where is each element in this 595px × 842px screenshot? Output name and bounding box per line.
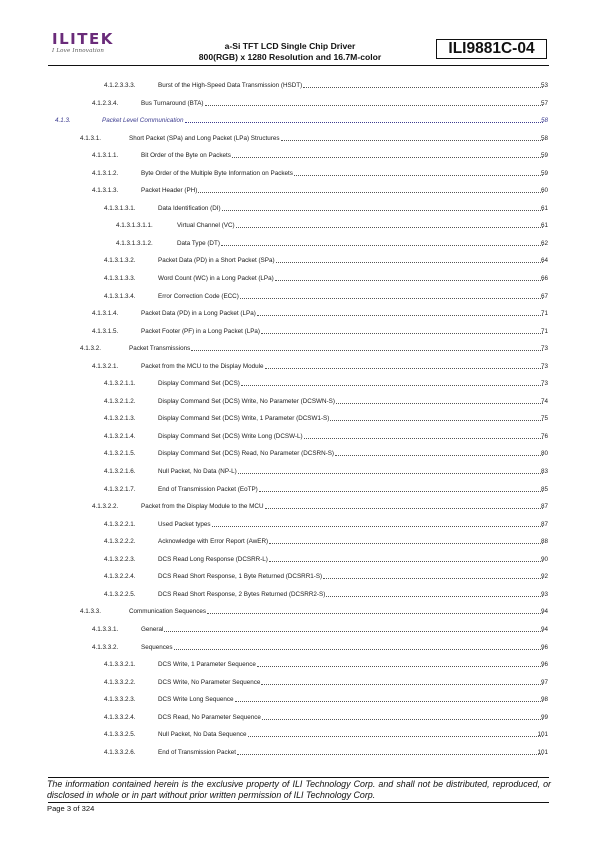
toc-entry-title: Acknowledge with Error Report (AwER) — [158, 538, 269, 546]
toc-entry-number: 4.1.3.2.2.5. — [104, 590, 136, 598]
toc-dot-leader — [276, 262, 543, 263]
toc-entry-page: 59 — [540, 152, 548, 160]
toc-entry-page: 87 — [540, 503, 548, 511]
toc-dot-leader — [205, 105, 543, 106]
toc-dot-leader — [304, 438, 543, 439]
toc-entry-title: General — [141, 625, 164, 633]
toc-entry-title: Display Command Set (DCS) — [158, 380, 240, 388]
toc-dot-leader — [269, 543, 543, 544]
toc-entry-title: Bus Turnaround (BTA) — [141, 99, 204, 107]
logo-tagline: I Love Innovation — [52, 48, 105, 54]
toc-entry-number: 4.1.3.2.2.3. — [104, 555, 136, 563]
toc-entry[interactable] — [0, 358, 595, 376]
toc-entry-number: 4.1.3.2.1.5. — [104, 450, 136, 458]
toc-entry[interactable] — [0, 95, 595, 113]
toc-entry[interactable] — [0, 481, 595, 499]
toc-entry-number: 4.1.3.2.2.2. — [104, 538, 136, 546]
toc-entry-number: 4.1.3.3.2.1. — [104, 661, 136, 669]
toc-entry-page: 85 — [540, 485, 548, 493]
toc-entry-page: 67 — [540, 292, 548, 300]
toc-entry-page: 97 — [540, 678, 548, 686]
toc-entry[interactable] — [0, 375, 595, 393]
toc-entry-number: 4.1.2.3.3.3. — [104, 82, 136, 89]
toc-entry[interactable] — [0, 498, 595, 516]
toc-dot-leader — [259, 491, 543, 492]
toc-entry-title: Short Packet (SPa) and Long Packet (LPa) Structures — [129, 134, 280, 142]
toc-entry[interactable] — [0, 445, 595, 463]
toc-entry-title: DCS Read Short Response, 1 Byte Returned (DCSRR1-S) — [158, 573, 323, 581]
toc-entry-title: DCS Write Long Sequence — [158, 696, 234, 704]
toc-entry-number: 4.1.3.1.3.4. — [104, 292, 136, 300]
toc-entry[interactable] — [0, 217, 595, 235]
toc-dot-leader — [261, 684, 543, 685]
toc-dot-leader — [191, 350, 543, 351]
toc-entry[interactable] — [0, 603, 595, 621]
toc-dot-leader — [240, 298, 543, 299]
toc-entry-page: 75 — [540, 415, 548, 423]
toc-entry-page: 57 — [540, 99, 548, 107]
toc-entry-title: DCS Write, 1 Parameter Sequence — [158, 661, 256, 669]
company-logo — [52, 32, 114, 54]
toc-entry-page: 92 — [540, 573, 548, 581]
toc-dot-leader — [257, 666, 543, 667]
toc-entry-page: 87 — [540, 520, 548, 528]
toc-entry-number: 4.1.3.2.1.2. — [104, 397, 136, 405]
table-of-contents — [0, 77, 595, 761]
document-title — [150, 41, 430, 62]
toc-dot-leader — [235, 701, 543, 702]
page-header — [0, 0, 595, 68]
toc-entry-title: DCS Read, No Parameter Sequence — [158, 713, 261, 721]
toc-dot-leader — [212, 526, 543, 527]
toc-entry-page: 62 — [540, 239, 548, 247]
toc-entry[interactable] — [0, 674, 595, 692]
toc-entry[interactable] — [0, 639, 595, 657]
toc-entry-title: Packet Level Communication — [102, 117, 184, 125]
toc-entry-page: 59 — [540, 169, 548, 177]
toc-entry-title: Bit Order of the Byte on Packets — [141, 152, 231, 160]
toc-dot-leader — [164, 631, 543, 632]
toc-dot-leader — [238, 473, 543, 474]
toc-entry-title: Communication Sequences — [129, 608, 207, 616]
footer-divider-bottom — [48, 802, 549, 803]
toc-entry-page: 60 — [540, 187, 548, 195]
toc-entry-number: 4.1.3.2.2. — [92, 503, 119, 511]
toc-entry-page: 58 — [540, 117, 548, 125]
toc-entry-number: 4.1.3.3. — [80, 608, 102, 616]
toc-entry-title: Display Command Set (DCS) Write Long (DCSW-L) — [158, 432, 303, 440]
page-number: Page 3 of 324 — [47, 804, 95, 813]
toc-entry-number: 4.1.3.3.2.3. — [104, 696, 136, 704]
toc-entry-title: Packet from the Display Module to the MCU — [141, 503, 264, 511]
toc-entry-page: 98 — [540, 696, 548, 704]
toc-dot-leader — [207, 613, 543, 614]
toc-entry-page: 101 — [537, 748, 548, 756]
toc-entry-number: 4.1.3. — [55, 117, 71, 125]
toc-entry-page: 96 — [540, 643, 548, 651]
logo-wordmark: ILITEK — [52, 30, 114, 48]
toc-dot-leader — [222, 210, 543, 211]
toc-entry-title: DCS Read Short Response, 2 Bytes Returned (DCSRR2-S) — [158, 590, 326, 598]
toc-entry-title: DCS Write, No Parameter Sequence — [158, 678, 261, 686]
toc-entry-title: DCS Read Long Response (DCSRR-L) — [158, 555, 268, 563]
toc-entry-title: Display Command Set (DCS) Read, No Parameter (DCSRN-S) — [158, 450, 335, 458]
toc-entry-page: 61 — [540, 222, 548, 230]
toc-entry-title: Data Type (DT) — [177, 239, 220, 247]
toc-entry-title: Used Packet types — [158, 520, 211, 528]
toc-entry-number: 4.1.3.3.1. — [92, 625, 119, 633]
toc-entry[interactable] — [0, 586, 595, 604]
toc-entry-title: Packet Footer (PF) in a Long Packet (LPa) — [141, 327, 260, 335]
toc-entry[interactable] — [0, 323, 595, 341]
toc-entry-title: Byte Order of the Multiple Byte Information on Packets — [141, 169, 293, 177]
toc-dot-leader — [336, 403, 543, 404]
toc-entry[interactable] — [0, 305, 595, 323]
toc-entry-title: Error Correction Code (ECC) — [158, 292, 239, 300]
toc-dot-leader — [241, 385, 543, 386]
toc-entry-page: 71 — [540, 327, 548, 335]
toc-entry-title: Packet Data (PD) in a Short Packet (SPa) — [158, 257, 275, 265]
toc-entry-title: Display Command Set (DCS) Write, No Parameter (DCSWN-S) — [158, 397, 335, 405]
toc-entry[interactable] — [0, 235, 595, 253]
toc-entry[interactable] — [0, 551, 595, 569]
toc-entry[interactable] — [0, 200, 595, 218]
toc-dot-leader — [323, 578, 543, 579]
toc-dot-leader — [248, 736, 543, 737]
toc-entry-page: 64 — [540, 257, 548, 265]
toc-entry-page: 94 — [540, 608, 548, 616]
toc-dot-leader — [326, 596, 543, 597]
toc-entry-number: 4.1.3.2.2.4. — [104, 573, 136, 581]
toc-entry[interactable] — [0, 410, 595, 428]
toc-entry-title: Packet Header (PH) — [141, 187, 198, 195]
footer-divider-top — [48, 777, 549, 778]
toc-entry[interactable] — [0, 709, 595, 727]
toc-entry-page: 88 — [540, 538, 548, 546]
toc-entry-page: 99 — [540, 713, 548, 721]
toc-entry-title: Data Identification (DI) — [158, 204, 221, 212]
toc-entry-number: 4.1.3.1. — [80, 134, 102, 142]
toc-entry[interactable] — [0, 726, 595, 744]
toc-entry-number: 4.1.3.1.3.1.1. — [116, 222, 153, 230]
toc-entry[interactable] — [0, 393, 595, 411]
toc-entry-number: 4.1.3.1.3. — [92, 187, 119, 195]
toc-entry-title: End of Transmission Packet — [158, 748, 237, 756]
toc-dot-leader — [236, 227, 543, 228]
toc-entry-number: 4.1.3.3.2.4. — [104, 713, 136, 721]
toc-entry-number: 4.1.3.2.1.1. — [104, 380, 136, 388]
toc-dot-leader — [265, 508, 543, 509]
toc-entry-page: 66 — [540, 275, 548, 283]
toc-dot-leader — [294, 175, 543, 176]
toc-entry-title: Null Packet, No Data (NP-L) — [158, 468, 237, 476]
toc-dot-leader — [237, 754, 543, 755]
toc-entry[interactable] — [0, 568, 595, 586]
toc-entry-title: Virtual Channel (VC) — [177, 222, 235, 230]
toc-entry-number: 4.1.3.3.2.2. — [104, 678, 136, 686]
toc-entry-title: Display Command Set (DCS) Write, 1 Parameter (DCSW1-S) — [158, 415, 330, 423]
toc-dot-leader — [261, 333, 543, 334]
toc-entry-page: 61 — [540, 204, 548, 212]
toc-entry-title: Packet from the MCU to the Display Module — [141, 362, 264, 370]
toc-entry-number: 4.1.3.1.2. — [92, 169, 119, 177]
toc-entry-number: 4.1.3.1.3.1.2. — [116, 239, 153, 247]
toc-entry-title: Packet Transmissions — [129, 345, 191, 353]
toc-dot-leader — [257, 315, 543, 316]
toc-entry-number: 4.1.3.2.1.4. — [104, 432, 136, 440]
toc-entry[interactable] — [0, 288, 595, 306]
toc-entry-title: Null Packet, No Data Sequence — [158, 731, 247, 739]
toc-dot-leader — [262, 719, 543, 720]
toc-entry-page: 73 — [540, 380, 548, 388]
toc-entry-page: 94 — [540, 625, 548, 633]
toc-entry[interactable] — [0, 182, 595, 200]
toc-entry-number: 4.1.3.1.5. — [92, 327, 119, 335]
toc-entry[interactable] — [0, 165, 595, 183]
toc-dot-leader — [335, 455, 543, 456]
toc-entry[interactable] — [0, 112, 595, 130]
toc-dot-leader — [269, 561, 543, 562]
toc-entry[interactable] — [0, 621, 595, 639]
toc-dot-leader — [265, 368, 543, 369]
toc-dot-leader — [330, 420, 543, 421]
toc-dot-leader — [232, 157, 543, 158]
toc-entry-page: 90 — [540, 555, 548, 563]
toc-entry-page: 53 — [540, 82, 548, 89]
toc-entry-number: 4.1.3.1.3.1. — [104, 204, 136, 212]
toc-entry[interactable] — [0, 516, 595, 534]
toc-entry[interactable] — [0, 340, 595, 358]
toc-dot-leader — [185, 122, 543, 123]
toc-entry-title: Word Count (WC) in a Long Packet (LPa) — [158, 275, 274, 283]
toc-dot-leader — [198, 192, 543, 193]
toc-entry-number: 4.1.3.3.2.6. — [104, 748, 136, 756]
toc-entry[interactable] — [0, 252, 595, 270]
toc-entry-page: 58 — [540, 134, 548, 142]
document-id-box: ILI9881C-04 — [436, 39, 547, 59]
toc-entry[interactable] — [0, 130, 595, 148]
toc-entry-number: 4.1.3.1.4. — [92, 310, 119, 318]
toc-dot-leader — [174, 649, 543, 650]
toc-entry-title: Packet Data (PD) in a Long Packet (LPa) — [141, 310, 256, 318]
toc-entry-page: 73 — [540, 345, 548, 353]
toc-entry-page: 71 — [540, 310, 548, 318]
toc-entry[interactable] — [0, 656, 595, 674]
toc-entry[interactable] — [0, 463, 595, 481]
document-title-line2: 800(RGB) x 1280 Resolution and 16.7M-color — [198, 51, 382, 62]
toc-entry-number: 4.1.3.2. — [80, 345, 102, 353]
toc-entry-page: 93 — [540, 590, 548, 598]
toc-entry-page: 76 — [540, 432, 548, 440]
toc-entry[interactable] — [0, 428, 595, 446]
toc-entry-page: 74 — [540, 397, 548, 405]
toc-dot-leader — [275, 280, 543, 281]
toc-entry[interactable] — [0, 77, 595, 95]
toc-entry[interactable] — [0, 533, 595, 551]
toc-dot-leader — [303, 87, 543, 88]
toc-entry[interactable] — [0, 270, 595, 288]
toc-entry-number: 4.1.3.2.1.3. — [104, 415, 136, 423]
document-title-line1: a-Si TFT LCD Single Chip Driver — [224, 41, 356, 51]
toc-entry-number: 4.1.2.3.4. — [92, 99, 119, 107]
toc-dot-leader — [221, 245, 543, 246]
toc-entry[interactable] — [0, 744, 595, 762]
toc-dot-leader — [281, 140, 543, 141]
toc-entry-number: 4.1.3.1.1. — [92, 152, 119, 160]
toc-entry-title: Sequences — [141, 643, 173, 651]
toc-entry-number: 4.1.3.3.2.5. — [104, 731, 136, 739]
toc-entry-number: 4.1.3.2.1. — [92, 362, 119, 370]
toc-entry-title: Burst of the High-Speed Data Transmission (HSDT) — [158, 82, 303, 89]
toc-entry-number: 4.1.3.2.1.7. — [104, 485, 136, 493]
toc-entry-page: 73 — [540, 362, 548, 370]
toc-entry-page: 83 — [540, 468, 548, 476]
toc-entry-title: End of Transmission Packet (EoTP) — [158, 485, 258, 493]
toc-entry-number: 4.1.3.2.1.6. — [104, 468, 136, 476]
toc-entry-number: 4.1.3.1.3.2. — [104, 257, 136, 265]
toc-entry[interactable] — [0, 691, 595, 709]
toc-entry-page: 101 — [537, 731, 548, 739]
toc-entry[interactable] — [0, 147, 595, 165]
toc-entry-page: 96 — [540, 661, 548, 669]
toc-entry-number: 4.1.3.2.2.1. — [104, 520, 136, 528]
confidentiality-notice: The information contained herein is the exclusive property of ILI Technology Corp. and shall not be distributed, reproduced, or disclosed in whole or in part without prior written permission of ILI Technology Corp. — [47, 779, 551, 800]
header-divider — [48, 65, 549, 66]
toc-entry-number: 4.1.3.1.3.3. — [104, 275, 136, 283]
toc-entry-number: 4.1.3.3.2. — [92, 643, 119, 651]
toc-entry-page: 80 — [540, 450, 548, 458]
